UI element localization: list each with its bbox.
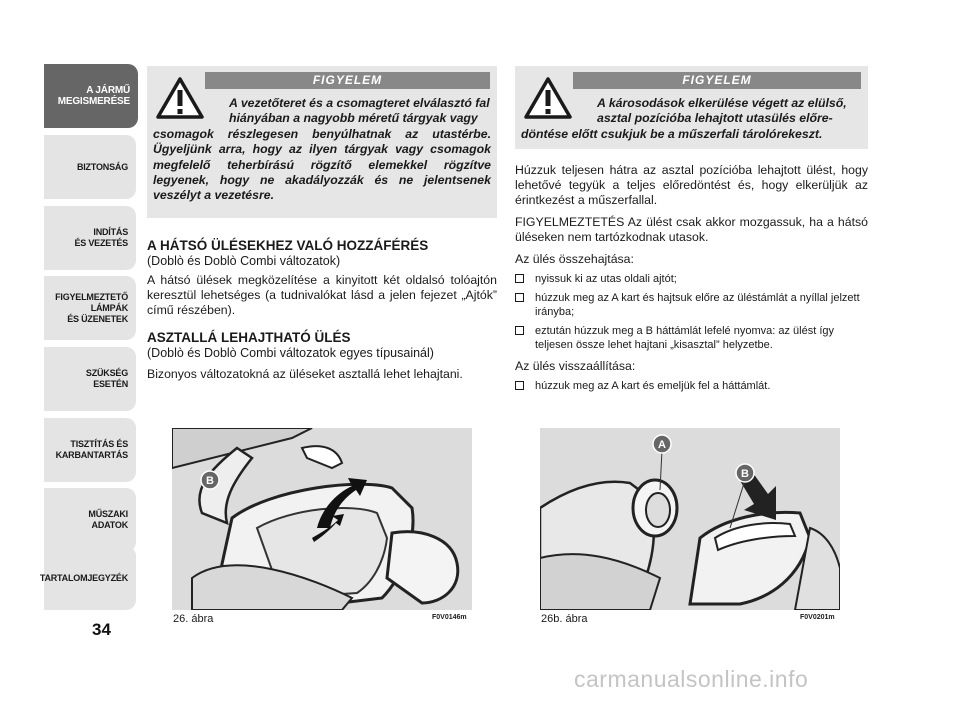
warning-line: A károsodások elkerülése végett az elülső, [597,96,847,110]
tab-label: INDÍTÁS ÉS VEZETÉS [74,227,128,248]
seat-lever-illustration [540,428,840,610]
figure-caption: 26. ábra [173,613,214,625]
figure-code: F0V0201m [800,614,835,621]
list-item: eztután húzzuk meg a B háttámlát lefelé nyomva: az ülést így teljesen össze lehet hajtani „kisasztal” helyzetbe. [515,324,868,352]
figure-label-a: A [658,439,666,451]
tab-label: TISZTÍTÁS ÉS KARBANTARTÁS [55,439,128,460]
warning-line: A vezetőteret és a csomagteret elválasztó fal [229,96,490,110]
figure-label-b: B [206,475,214,487]
figure-26b-seat-lever [540,428,840,610]
tab-a-jarmu-megismerese[interactable] [44,64,138,128]
warning-rest: döntése előtt csukjuk be a műszerfali tárolórekeszt. [521,126,823,141]
tab-biztonsag[interactable] [44,135,136,199]
left-column [147,238,497,382]
tab-label: A JÁRMŰ MEGISMERÉSE [57,85,130,107]
checkbox-bullet-icon [515,293,524,302]
tab-figyelmezteto-lampak[interactable] [44,276,136,340]
warning-box-left [147,66,497,218]
warning-line: hiányában a nagyobb méretű tárgyak vagy [229,111,478,126]
warning-text [153,96,491,204]
tab-label: BIZTONSÁG [76,161,128,172]
page-number: 34 [92,620,111,639]
checkbox-bullet-icon [515,381,524,390]
tab-inditas-es-vezetes[interactable] [44,206,136,270]
checkbox-bullet-icon [515,326,524,335]
warning-rest: csomagok részlegesen benyúlhatnak az utastérbe. Ügyeljünk arra, hogy az ilyen tárgyak vagy csomagok megfelelő teherbírású rögzítő elemekkel rögzítve legyenek, hogy ne akadályozzák és ne jelentsenek veszélyt a vezetésre. [153,126,491,203]
watermark: carmanualsonline.info [574,666,809,692]
tab-tartalomjegyzek[interactable] [39,546,136,610]
checkbox-bullet-icon [515,274,524,283]
tab-muszaki-adatok[interactable] [44,488,136,552]
paragraph: A hátsó ülések megközelítése a kinyitott két oldalsó tolóajtón keresztül lehetséges (a tudnivalókat lásd a jelen fejezet „Ajtók” című részében). [147,273,497,317]
tab-label: TARTALOMJEGYZÉK [39,572,128,583]
list-title: Az ülés összehajtása: [515,252,634,266]
seat-illustration [172,428,472,610]
tab-label: MŰSZAKI ADATOK [88,509,128,530]
list-item: húzzuk meg az A kart és hajtsuk előre az üléstámlát a nyíllal jelzett irányba; [515,291,868,319]
figure-caption: 26b. ábra [541,613,588,625]
tab-szukseg-eseten[interactable] [44,347,136,411]
list-title: Az ülés visszaállítása: [515,359,636,373]
figure-code: F0V0146m [432,614,467,621]
tab-label: SZÜKSÉG ESETÉN [85,368,128,389]
section-heading: ASZTALLÁ LEHAJTHATÓ ÜLÉS [147,330,351,345]
section-subheading: (Doblò és Doblò Combi változatok egyes típusainál) [147,346,434,360]
warning-heading: FIGYELEM [573,72,861,89]
warning-text [521,96,862,142]
list-item: húzzuk meg az A kart és emeljük fel a háttámlát. [515,379,868,393]
warning-heading: FIGYELEM [205,72,490,89]
section-subheading: (Doblò és Doblò Combi változatok) [147,254,341,268]
figure-label-b: B [741,468,749,480]
warning-box-right [515,66,868,149]
paragraph: Bizonyos változatokná az üléseket asztallá lehet lehajtani. [147,367,463,381]
figure-26-seat-table-fold [172,428,472,610]
paragraph: Húzzuk teljesen hátra az asztal pozícióba lehajtott ülést, hogy lehetővé tegyük a teljes előredöntést és, hogy elkerüljük az érintkezést a műszerfallal. [515,163,868,207]
tab-label: FIGYELMEZTETŐ LÁMPÁK ÉS ÜZENETEK [55,291,128,324]
tab-tisztitas-es-karbantartas[interactable] [44,418,136,482]
right-column [515,163,868,393]
paragraph: FIGYELMEZTETÉS Az ülést csak akkor mozgassuk, ha a hátsó üléseken nem tartózkodnak utasok. [515,215,868,244]
list-item: nyissuk ki az utas oldali ajtót; [515,272,868,286]
section-heading: A HÁTSÓ ÜLÉSEKHEZ VALÓ HOZZÁFÉRÉS [147,238,429,253]
warning-line: asztal pozícióba lehajtott utasülés előre- [597,111,833,126]
